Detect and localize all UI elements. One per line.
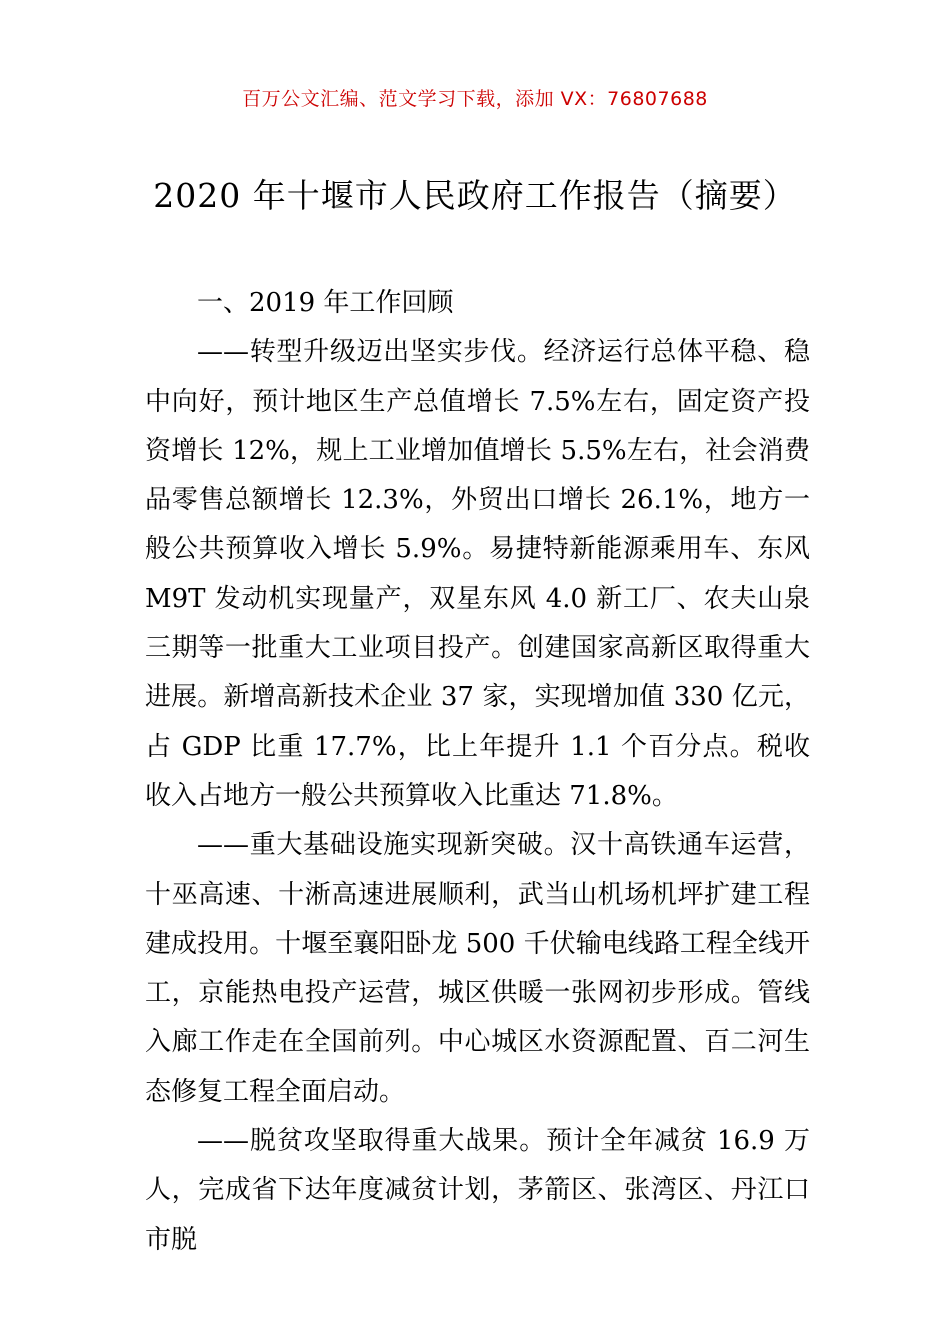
paragraph-poverty-alleviation: ——脱贫攻坚取得重大战果。预计全年减贫 16.9 万人，完成省下达年度减贫计划，茅箭区、张湾区、丹江口市脱 (145, 1126, 810, 1255)
document-title: 2020 年十堰市人民政府工作报告（摘要） (153, 176, 797, 215)
section-heading: 一、2019 年工作回顾 (197, 288, 454, 318)
document-body (145, 279, 810, 1265)
header-banner: 百万公文汇编、范文学习下载，添加 VX：76807688 (242, 88, 708, 110)
paragraph-infrastructure: ——重大基础设施实现新突破。汉十高铁通车运营，十巫高速、十淅高速进展顺利，武当山机场机坪扩建工程建成投用。十堰至襄阳卧龙 500 千伏输电线路工程全线开工，京能热电投产运营，城区供暖一张网初步形成。管线入廊工作走在全国前列。中心城区水资源配置、百二河生态修复工程全面启动。 (145, 830, 810, 1107)
paragraph-transformation: ——转型升级迈出坚实步伐。经济运行总体平稳、稳中向好，预计地区生产总值增长 7.5%左右，固定资产投资增长 12%，规上工业增加值增长 5.5%左右，社会消费品零售总额增长 12.3%，外贸出口增长 26.1%，地方一般公共预算收入增长 5.9%。易捷特新能源乘用车、东风 M9T 发动机实现量产，双星东风 4.0 新工厂、农夫山泉三期等一批重大工业项目投产。创建国家高新区取得重大进展。新增高新技术企业 37 家，实现增加值 330 亿元，占 GDP 比重 17.7%，比上年提升 1.1 个百分点。税收收入占地方一般公共预算收入比重达 71.8%。 (145, 337, 810, 811)
